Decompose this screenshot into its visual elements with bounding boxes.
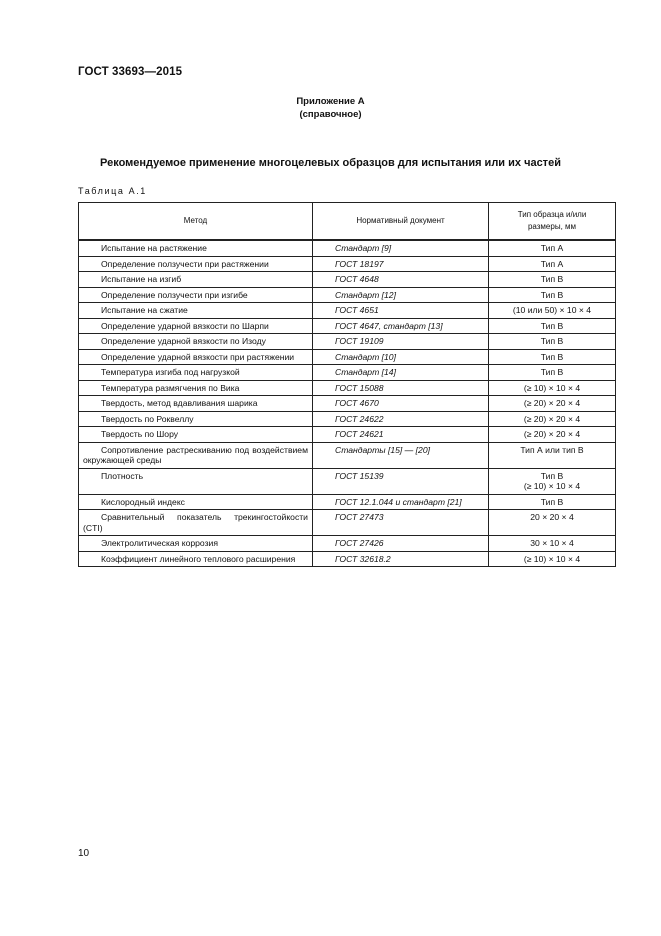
cell-size-line1: Тип В <box>540 274 564 284</box>
cell-method: Температура изгиба под нагрузкой <box>79 365 313 381</box>
cell-size <box>489 551 616 567</box>
cell-document: Стандарт [10] <box>313 349 489 365</box>
cell-size-line1: Тип А или тип В <box>520 444 584 455</box>
appendix-heading <box>0 95 661 121</box>
table-row <box>79 287 616 303</box>
cell-size <box>489 256 616 272</box>
cell-size <box>489 442 616 468</box>
cell-size-line1: (≥ 20) × 20 × 4 <box>523 429 581 439</box>
cell-document: ГОСТ 4648 <box>313 272 489 288</box>
table-row <box>79 380 616 396</box>
cell-method: Электролитическая коррозия <box>79 536 313 552</box>
cell-document: ГОСТ 15088 <box>313 380 489 396</box>
table-row <box>79 365 616 381</box>
table-row <box>79 318 616 334</box>
cell-document: ГОСТ 4651 <box>313 303 489 319</box>
cell-method: Определение ударной вязкости по Изоду <box>79 334 313 350</box>
cell-size <box>489 349 616 365</box>
cell-document: ГОСТ 24621 <box>313 427 489 443</box>
table-row <box>79 536 616 552</box>
cell-size <box>489 427 616 443</box>
cell-document: ГОСТ 18197 <box>313 256 489 272</box>
cell-size-line1: Тип В <box>540 289 564 300</box>
table-row <box>79 510 616 536</box>
section-title: Рекомендуемое применение многоцелевых образцов для испытания или их частей <box>100 157 561 169</box>
cell-document: ГОСТ 32618.2 <box>313 551 489 567</box>
cell-method: Коэффициент линейного теплового расширения <box>79 551 313 567</box>
cell-document: ГОСТ 27426 <box>313 536 489 552</box>
cell-size <box>489 240 616 256</box>
cell-document: ГОСТ 19109 <box>313 334 489 350</box>
cell-size-line1: 30 × 10 × 4 <box>530 538 574 548</box>
cell-size-line1: 20 × 20 × 4 <box>530 512 574 522</box>
cell-size <box>489 303 616 319</box>
cell-size <box>489 396 616 412</box>
cell-method: Испытание на изгиб <box>79 272 313 288</box>
cell-size-line1: (≥ 20) × 20 × 4 <box>523 413 581 424</box>
table-row <box>79 334 616 350</box>
cell-document: ГОСТ 15139 <box>313 468 489 494</box>
cell-document: Стандарт [12] <box>313 287 489 303</box>
table-row <box>79 427 616 443</box>
cell-method: Сравнительный показатель трекингостойкости (CTI) <box>79 510 313 536</box>
cell-method: Определение ползучести при растяжении <box>79 256 313 272</box>
cell-size <box>489 380 616 396</box>
cell-size <box>489 536 616 552</box>
table-row <box>79 468 616 494</box>
cell-size-line1: Тип В <box>540 367 564 377</box>
cell-size <box>489 272 616 288</box>
table-body <box>79 240 616 567</box>
table-row <box>79 349 616 365</box>
cell-size <box>489 494 616 510</box>
cell-method: Сопротивление растрескиванию под воздействием окружающей среды <box>79 442 313 468</box>
cell-document: ГОСТ 4670 <box>313 396 489 412</box>
cell-method: Твердость по Шору <box>79 427 313 443</box>
appendix-title: Приложение А <box>296 96 365 107</box>
cell-method: Твердость по Роквеллу <box>79 411 313 427</box>
cell-size-line1: Тип А <box>540 243 564 253</box>
cell-method: Определение ударной вязкости при растяжении <box>79 349 313 365</box>
cell-method: Плотность <box>79 468 313 494</box>
cell-size <box>489 510 616 536</box>
cell-size <box>489 318 616 334</box>
cell-size <box>489 365 616 381</box>
cell-size-line1: (10 или 50) × 10 × 4 <box>512 305 592 315</box>
cell-document: ГОСТ 4647, стандарт [13] <box>313 318 489 334</box>
cell-method: Температура размягчения по Вика <box>79 380 313 396</box>
cell-method: Определение ударной вязкости по Шарпи <box>79 318 313 334</box>
table-row <box>79 442 616 468</box>
table-row <box>79 303 616 319</box>
table-row <box>79 551 616 567</box>
cell-size-line1: Тип В <box>540 336 564 346</box>
header-method: Метод <box>79 203 313 241</box>
header-size-line2: размеры, мм <box>527 222 577 231</box>
cell-method: Испытание на растяжение <box>79 240 313 256</box>
cell-size-line1: Тип А <box>540 258 564 269</box>
table-header-row <box>79 203 616 241</box>
cell-method: Твердость, метод вдавливания шарика <box>79 396 313 412</box>
cell-method: Определение ползучести при изгибе <box>79 287 313 303</box>
cell-size-line1: Тип В <box>540 351 564 362</box>
cell-method: Кислородный индекс <box>79 494 313 510</box>
cell-size-line1: (≥ 20) × 20 × 4 <box>523 398 581 408</box>
table-row <box>79 256 616 272</box>
cell-size <box>489 287 616 303</box>
cell-document: ГОСТ 24622 <box>313 411 489 427</box>
cell-size <box>489 411 616 427</box>
cell-size-line1: Тип В <box>540 320 564 331</box>
table-row <box>79 396 616 412</box>
standard-header: ГОСТ 33693—2015 <box>78 66 183 78</box>
cell-document: Стандарты [15] — [20] <box>313 442 489 468</box>
cell-size-line2: (≥ 10) × 10 × 4 <box>523 481 581 491</box>
cell-document: ГОСТ 27473 <box>313 510 489 536</box>
header-document: Нормативный документ <box>313 203 489 241</box>
cell-size <box>489 334 616 350</box>
cell-size-line1: Тип В <box>540 496 564 507</box>
cell-size-line1: (≥ 10) × 10 × 4 <box>523 553 581 564</box>
cell-document: ГОСТ 12.1.044 и стандарт [21] <box>313 494 489 510</box>
cell-size <box>489 468 616 494</box>
specimen-table <box>78 202 616 567</box>
table-caption: Таблица А.1 <box>78 186 147 196</box>
header-size-line1: Тип образца и/или <box>517 210 587 219</box>
table-row <box>79 240 616 256</box>
page-number: 10 <box>78 848 90 859</box>
cell-size-line1: (≥ 10) × 10 × 4 <box>523 382 581 393</box>
appendix-subtitle: (справочное) <box>299 109 362 120</box>
cell-method: Испытание на сжатие <box>79 303 313 319</box>
table-row <box>79 494 616 510</box>
cell-document: Стандарт [14] <box>313 365 489 381</box>
cell-document: Стандарт [9] <box>313 240 489 256</box>
header-size <box>489 203 616 241</box>
table-row <box>79 272 616 288</box>
table-row <box>79 411 616 427</box>
cell-size-line1: Тип В <box>540 470 564 481</box>
